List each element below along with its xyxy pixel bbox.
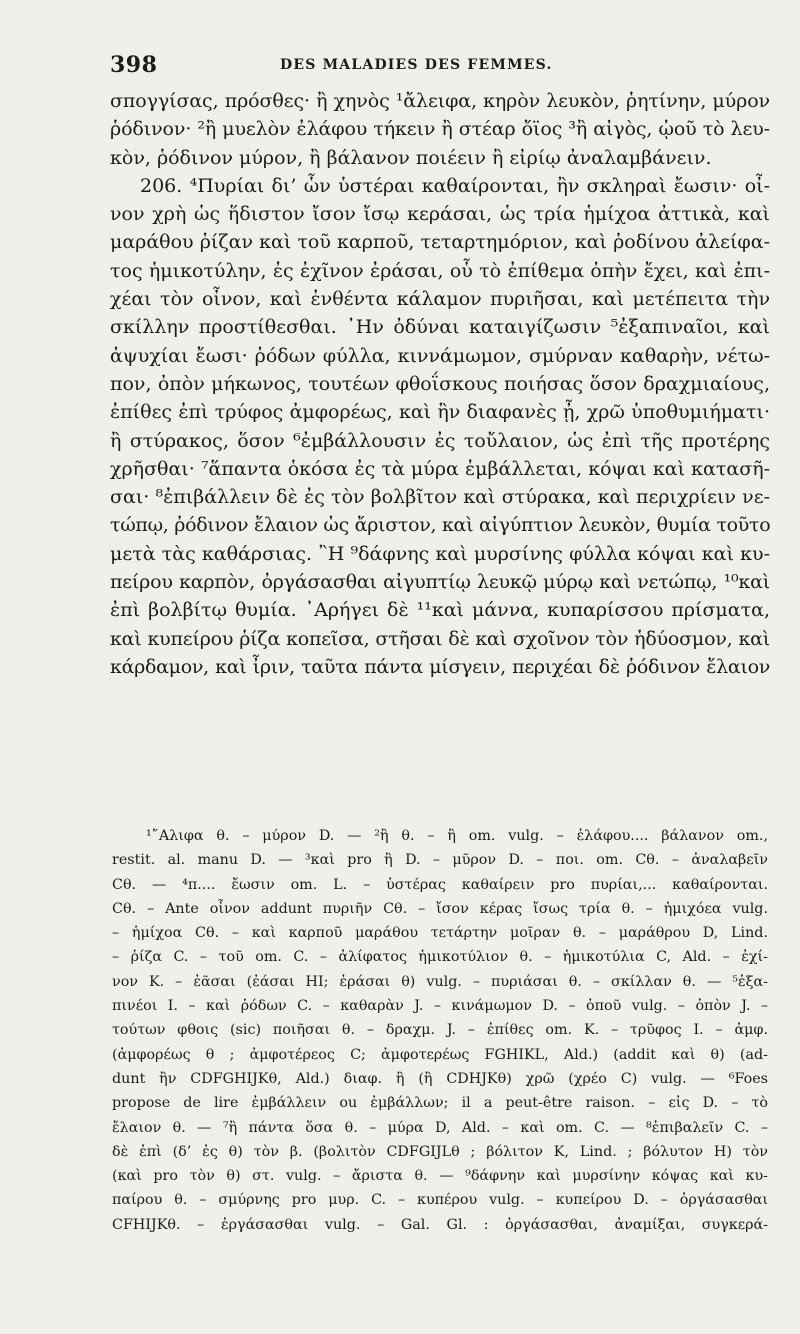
text-line: ῥόδινον· ²ἢ μυελὸν ἐλάφου τήκειν ἢ στέαρ ὄϊος ³ἢ αἰγὸς, ᾠοῦ τὸ λευ- (110, 118, 770, 141)
text-line: χρῆσθαι· ⁷ἅπαντα ὁκόσα ἐς τὰ μύρα ἐμβάλλεται, κόψαι καὶ κατασῆ- (110, 457, 770, 480)
footnote-line: παίρου θ. – σμύρνης pro μυρ. C. – κυπέρου vulg. – κυπείρου D. – ὀργάσασθαι (112, 1192, 768, 1209)
footnote-line: (καὶ pro τὸν θ) στ. vulg. – ἄριστα θ. — ⁹δάφνην καὶ μυρσίνην κόψας καὶ κυ- (112, 1168, 768, 1185)
page-header (110, 52, 760, 78)
text-line: νον χρὴ ὡς ἥδιστον ἴσον ἴσῳ κεράσαι, ὡς τρία ἡμίχοα ἀττικὰ, καὶ (110, 203, 770, 226)
text-line: πον, ὀπὸν μήκωνος, τουτέων φθοΐσκους ποιήσας ὅσον δραχμιαίους, (110, 372, 770, 395)
footnote-line: propose de lire ἐμβάλλειν ou ἐμβάλλων; il a peut-être raison. – εἰς D. – τὸ (112, 1095, 768, 1112)
text-line: ἐπίθες ἐπὶ τρύφος ἀμφορέως, καὶ ἢν διαφανὲς ᾖ, χρῶ ὑποθυμιήματι· (110, 401, 770, 424)
footnote-line: restit. al. manu D. — ³καὶ pro ἢ D. – μῦρον D. – ποι. om. Cθ. – ἀναλαβεῖν (112, 852, 768, 869)
text-line: χέαι τὸν οἶνον, καὶ ἐνθέντα κάλαμον πυριῆσαι, καὶ μετέπειτα τὴν (110, 288, 770, 311)
footnote-line: ¹῎Αλιφα θ. – μύρον D. — ²ἢ θ. – ἢ om. vulg. – ἐλάφου.... βάλανον om., (146, 828, 768, 844)
text-line: σκίλλην προστίθεσθαι. ᾽Ην ὀδύναι καταιγίζωσιν ⁵ἐξαπιναῖοι, καὶ (110, 316, 770, 339)
main-text (110, 87, 770, 681)
text-line: κὸν, ῥόδινον μύρον, ἢ βάλανον ποιέειν ἢ εἰρίῳ ἀναλαμβάνειν. (110, 146, 712, 169)
text-line: ἀψυχίαι ἔωσι· ῥόδων φύλλα, κιννάμωμον, σμύρναν καθαρὴν, νέτω- (110, 344, 770, 367)
footnote-line: πινέοι I. – καὶ ῥόδων C. – καθαρὰν J. – κινάμωμον D. – ὀποῦ vulg. – ὀπὸν J. – (112, 998, 768, 1015)
page-number: 398 (110, 52, 158, 78)
footnote-line: dunt ἢν CDFGHIJKθ, Ald.) διαφ. ἢ (ἢ CDHJKθ) χρῶ (χρέο C) vulg. — ⁶Foes (112, 1070, 768, 1087)
text-line: καὶ κυπείρου ῥίζα κοπεῖσα, στῆσαι δὲ καὶ σχοῖνον τὸν ἡδύοσμον, καὶ (110, 627, 770, 650)
text-line: πείρου καρπὸν, ὀργάσασθαι αἰγυπτίῳ λευκῷ μύρῳ καὶ νετώπῳ, ¹⁰καὶ (110, 571, 770, 594)
footnote-line: (ἀμφορέως θ ; ἀμφοτέρεος C; ἀμφοτερέως FGHIKL, Ald.) (addit καὶ θ) (ad- (112, 1046, 768, 1063)
text-line: ἢ στύρακος, ὅσον ⁶ἐμβάλλουσιν ἐς τοὔλαιον, ὡς ἐπὶ τῆς προτέρης (110, 429, 770, 452)
text-line: τώπῳ, ῥόδινον ἔλαιον ὡς ἄριστον, καὶ αἰγύπτιον λευκὸν, θυμία τοῦτο (110, 514, 771, 537)
text-line: σπογγίσας, πρόσθες· ἢ χηνὸς ¹ἄλειφα, κηρὸν λευκὸν, ῥητίνην, μύρον (110, 90, 770, 112)
footnote-line: δὲ ἐπὶ (δ’ ἐς θ) τὸν β. (βολιτὸν CDFGIJLθ ; βόλιτον K, Lind. ; βόλυτον H) τὸν (112, 1143, 768, 1160)
text-line: σαι· ⁸ἐπιβάλλειν δὲ ἐς τὸν βολβῖτον καὶ στύρακα, καὶ περιχρίειν νε- (110, 486, 770, 509)
footnote-line: Cθ. – Ante οἶνον addunt πυριῆν Cθ. – ἴσον κέρας ἴσως τρία θ. – ἡμιχόεα vulg. (112, 900, 768, 917)
text-line: ἐπὶ βολβίτῳ θυμία. ᾽Αρήγει δὲ ¹¹καὶ μάννα, κυπαρίσσου πρίσματα, (110, 599, 770, 622)
paragraph-206-start: 206. ⁴Πυρίαι δι’ ὧν ὑστέραι καθαίρονται, ἢν σκληραὶ ἔωσιν· οἶ- (140, 174, 770, 197)
running-title: DES MALADIES DES FEMMES. (280, 57, 553, 73)
text-line: κάρδαμον, καὶ ἶριν, ταῦτα πάντα μίσγειν, περιχέαι δὲ ῥόδινον ἔλαιον (110, 655, 770, 678)
footnotes (112, 824, 768, 1237)
text-line: μετὰ τὰς καθάρσιας. ῍Η ⁹δάφνης καὶ μυρσίνης φύλλα κόψαι καὶ κυ- (110, 542, 770, 565)
footnote-line: – ῥίζα C. – τοῦ om. C. – ἀλίφατος ἡμικοτύλιον θ. – ἡμικοτύλια C, Ald. – ἐχί- (112, 949, 768, 966)
footnote-line: ἔλαιον θ. — ⁷ἢ πάντα ὅσα θ. – μύρα D, Ald. – καὶ om. C. — ⁸ἐπιβαλεῖν C. – (112, 1119, 768, 1136)
footnote-line: νον K. – ἐᾶσαι (ἐάσαι HI; ἐράσαι θ) vulg. – πυριάσαι θ. – σκίλλαν θ. — ⁵ἐξα- (112, 973, 768, 990)
text-line: τος ἡμικοτύλην, ἐς ἐχῖνον ἐράσαι, οὗ τὸ ἐπίθεμα ὀπὴν ἔχει, καὶ ἐπι- (110, 259, 770, 282)
text-line: μαράθου ῥίζαν καὶ τοῦ καρποῦ, τεταρτημόριον, καὶ ῥοδίνου ἀλείφα- (110, 231, 770, 254)
footnote-line: – ἡμίχοα Cθ. – καὶ καρποῦ μαράθου τετάρτην μοῖραν θ. – μαράθρου D, Lind. (112, 925, 768, 942)
footnote-line: Cθ. — ⁴π.... ἔωσιν om. L. – ὑστέρας καθαίρειν pro πυρίαι,... καθαίρονται. (112, 876, 768, 893)
footnote-line: τούτων φθοις (sic) ποιῆσαι θ. – δραχμ. J. – ἐπίθες om. K. – τρῦφος I. – ἀμφ. (112, 1022, 768, 1039)
footnote-line: CFHIJKθ. – ἐργάσασθαι vulg. – Gal. Gl. : ὀργάσασθαι, ἀναμίξαι, συγκερά- (112, 1216, 768, 1233)
